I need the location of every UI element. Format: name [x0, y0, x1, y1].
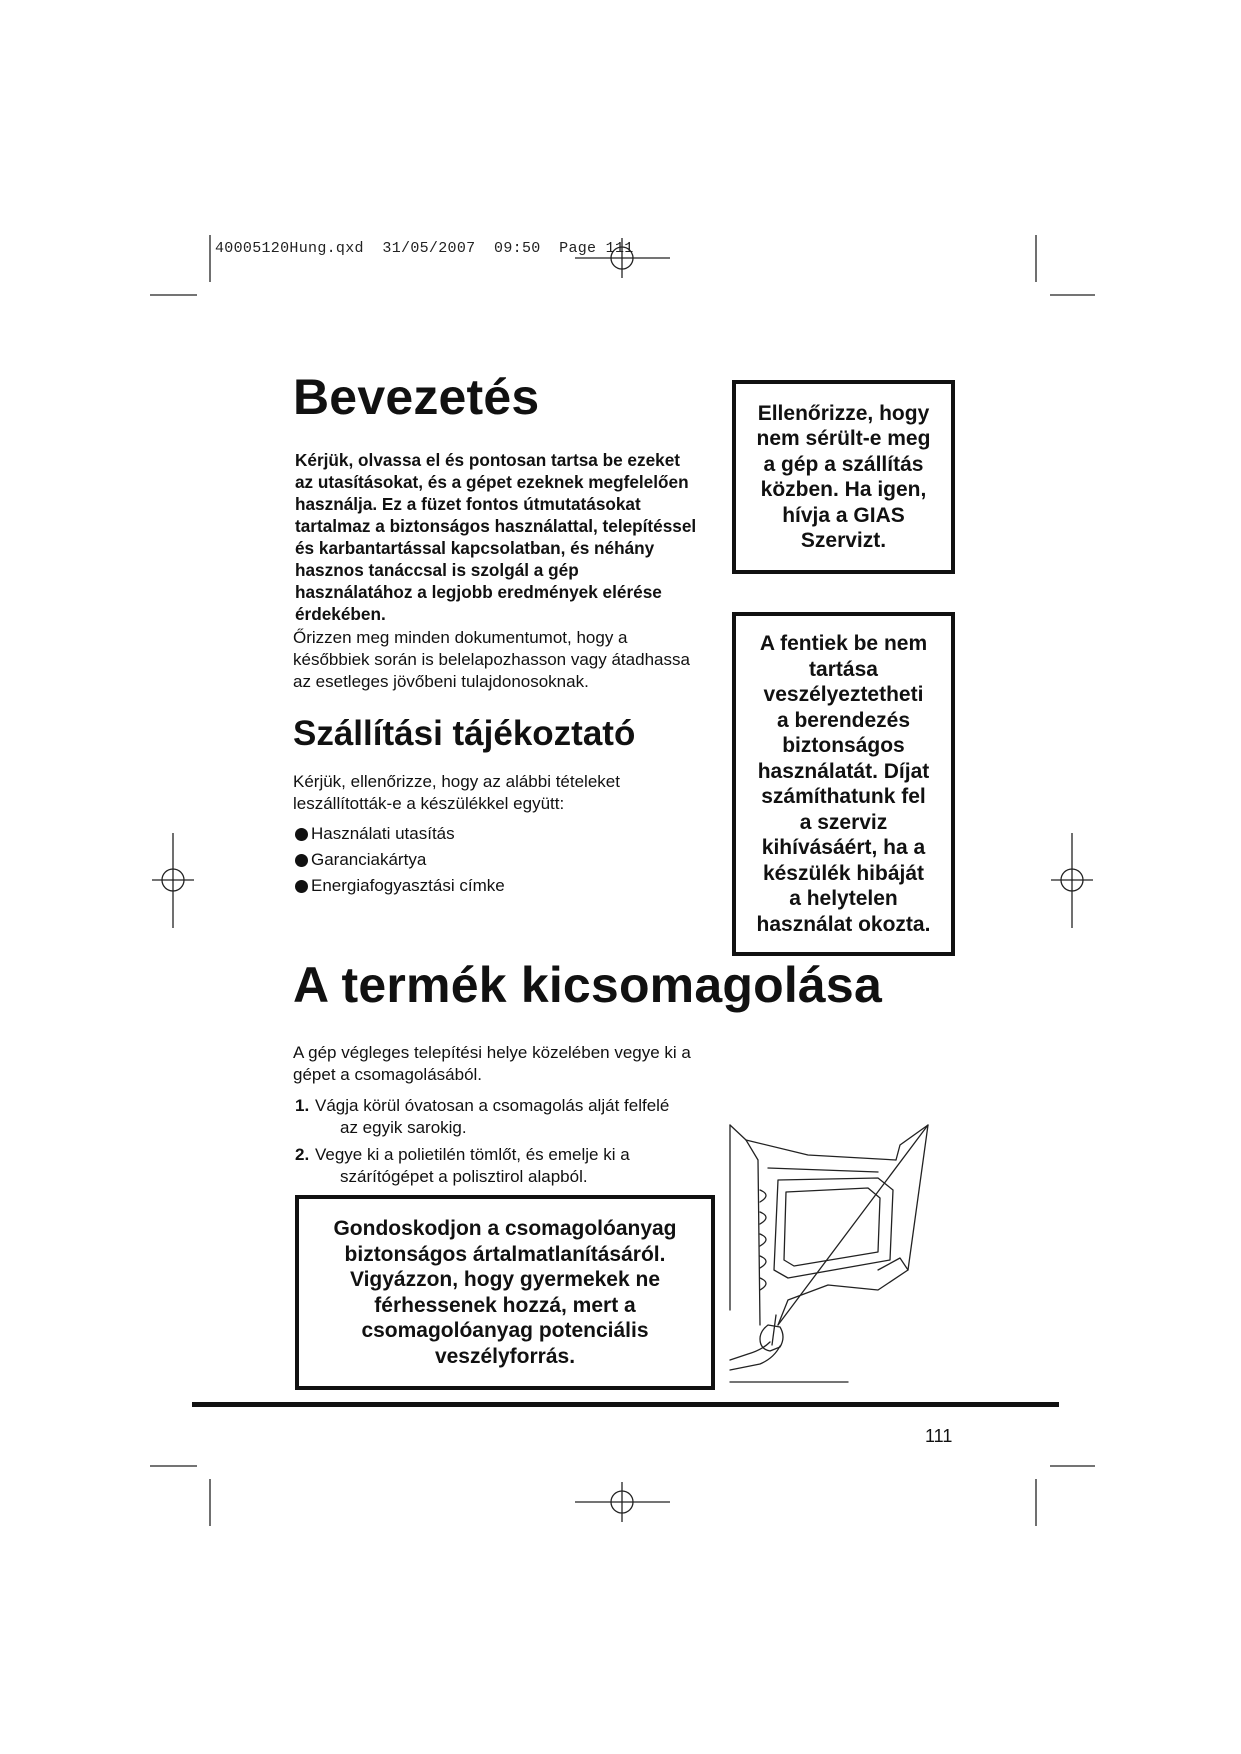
page-number: 111	[925, 1426, 953, 1446]
delivery-paragraph: Kérjük, ellenőrizze, hogy az alábbi tételeket leszállították-e a készülékkel együtt:	[293, 772, 620, 813]
list-item: 1. Vágja körül óvatosan a csomagolás alját felfelé az egyik sarokig.	[295, 1096, 670, 1137]
intro-paragraph: Őrizzen meg minden dokumentumot, hogy a későbbiek során is belelapozhasson vagy átadhassa az esetleges jövőbeni tulajdonosoknak.	[293, 628, 690, 691]
warning-box: A fentiek be nem tartása veszélyeztetheti a berendezés biztonságos használatát. Díjat számíthatunk fel a szerviz kihívásáért, ha a készülék hibáját a helytelen használat okozta.	[732, 612, 955, 956]
unpacking-steps	[295, 1095, 725, 1193]
list-item: Energiafogyasztási címke	[295, 873, 505, 899]
print-slug: 40005120Hung.qxd 31/05/2007 09:50 Page 111	[215, 240, 634, 257]
bullet-icon	[295, 828, 308, 841]
heading-szallitasi: Szállítási tájékoztató	[293, 714, 636, 753]
footer-rule	[192, 1402, 1059, 1407]
delivery-items-list	[295, 821, 505, 899]
unpacking-paragraph: A gép végleges telepítési helye közelében vegye ki a gépet a csomagolásából.	[293, 1043, 691, 1084]
intro-bold-paragraph: Kérjük, olvassa el és pontosan tartsa be ezeket az utasításokat, és a gépet ezeknek megfelelően használja. Ez a füzet fontos útmutatásokat tartalmaz a biztonságos használattal, telepítéssel és karbantartással kapcsolatban, és néhány hasznos tanáccsal is szolgál a gép használatához a legjobb eredmények elérése érdekében.	[295, 450, 697, 624]
list-item: Garanciakártya	[295, 847, 505, 873]
packaging-warning-box: Gondoskodjon a csomagolóanyag biztonságos ártalmatlanításáról. Vigyázzon, hogy gyermekek ne férhessenek hozzá, mert a csomagolóanyag potenciális veszélyforrás.	[295, 1195, 715, 1390]
heading-bevezetes: Bevezetés	[293, 369, 540, 425]
list-item: Használati utasítás	[295, 821, 505, 847]
damage-check-box: Ellenőrizze, hogy nem sérült-e meg a gép a szállítás közben. Ha igen, hívja a GIAS Szervizt.	[732, 380, 955, 574]
unpacking-illustration	[728, 1120, 943, 1385]
list-item: 2. Vegye ki a polietilén tömlőt, és emelje ki a szárítógépet a polisztirol alapból.	[295, 1145, 630, 1186]
bullet-icon	[295, 854, 308, 867]
heading-kicsomagolas: A termék kicsomagolása	[293, 957, 882, 1013]
bullet-icon	[295, 880, 308, 893]
